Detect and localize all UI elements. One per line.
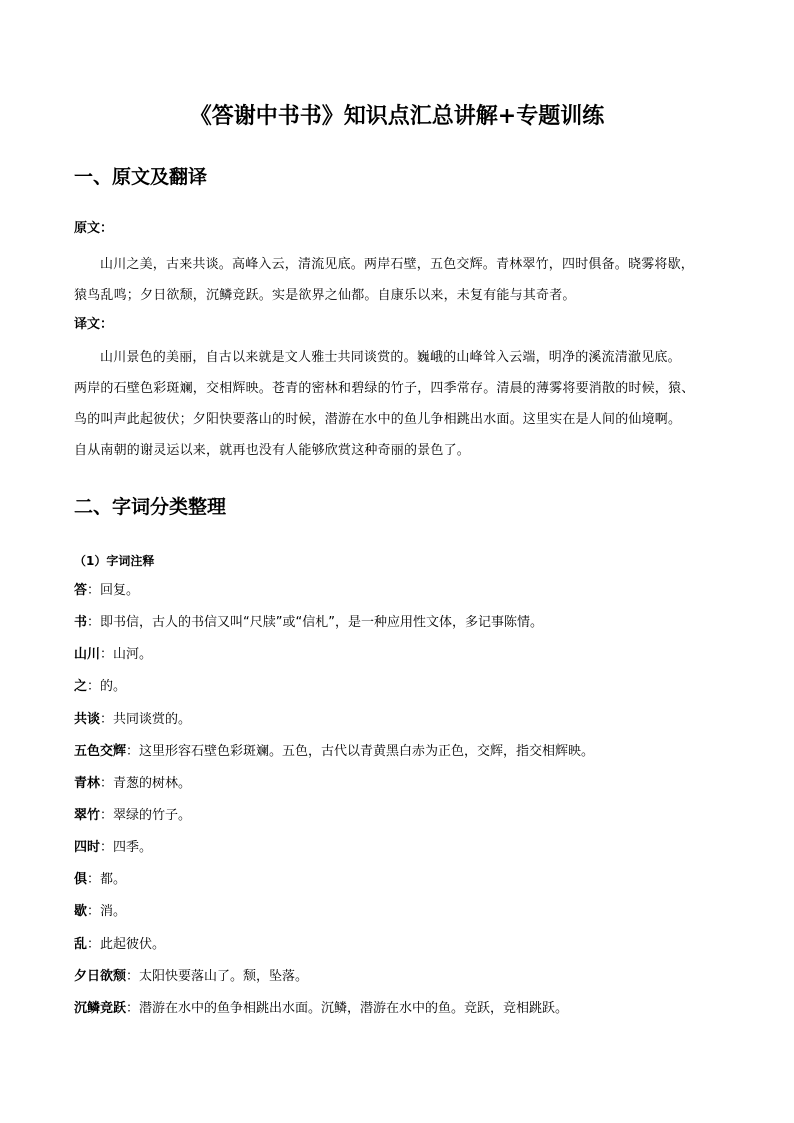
section-heading-original: 一、原文及翻译 [74, 166, 208, 188]
gloss-definition: ：此起彼伏。 [87, 936, 166, 952]
gloss-item [74, 710, 734, 742]
gloss-term: 之 [74, 679, 88, 695]
section-heading-glossary: 二、字词分类整理 [74, 496, 227, 518]
gloss-item [74, 999, 734, 1031]
gloss-definition: ：即书信，古人的书信又叫“尺牍”或“信札”，是一种应用性文体，多记事陈情。 [87, 615, 543, 631]
gloss-term: 共谈 [74, 711, 101, 727]
original-text [74, 249, 734, 311]
gloss-term: 五色交辉 [74, 743, 127, 759]
gloss-definition: ：潜游在水中的鱼争相跳出水面。沉鳞，潜游在水中的鱼。竞跃，竞相跳跃。 [126, 1000, 569, 1016]
original-label: 原文： [74, 221, 114, 236]
gloss-term: 答 [74, 583, 88, 598]
gloss-item [74, 645, 734, 677]
gloss-item [74, 613, 734, 645]
glossary-sub-label: （1）字词注释 [74, 554, 155, 568]
gloss-item [74, 967, 734, 999]
gloss-definition: ：太阳快要落山了。颓，坠落。 [126, 968, 309, 984]
gloss-definition: ：这里形容石壁色彩斑斓。五色，古代以青黄黑白赤为正色，交辉，指交相辉映。 [126, 743, 595, 759]
gloss-definition: ：山河。 [100, 647, 153, 663]
gloss-item [74, 870, 734, 902]
gloss-term: 四时 [74, 840, 101, 856]
gloss-definition: ：回复。 [87, 583, 140, 598]
gloss-item [74, 774, 734, 806]
gloss-item [74, 902, 734, 934]
gloss-term: 乱 [74, 936, 88, 952]
page-title: 《答谢中书书》知识点汇总讲解+专题训练 [189, 103, 605, 129]
translation-line: 鸟的叫声此起彼伏；夕阳快要落山的时候，潜游在水中的鱼儿争相跳出水面。这里实在是人间的仙境啊。 [74, 412, 682, 427]
gloss-term: 青林 [74, 775, 101, 791]
gloss-definition: ：青葱的树林。 [100, 775, 192, 791]
gloss-item [74, 677, 734, 709]
gloss-definition: ：四季。 [100, 840, 153, 856]
gloss-definition: ：共同谈赏的。 [100, 711, 192, 727]
original-line: 山川之美，古来共谈。高峰入云，清流见底。两岸石壁，五色交辉。青林翠竹，四时俱备。晓雾将歇， [100, 257, 695, 272]
gloss-term: 俱 [74, 872, 88, 888]
gloss-item [74, 742, 734, 774]
gloss-definition: ：的。 [87, 679, 127, 695]
gloss-term: 夕日欲颓 [74, 968, 127, 984]
gloss-term: 山川 [74, 647, 101, 663]
gloss-term: 歇 [74, 904, 88, 920]
translation-line: 自从南朝的谢灵运以来，就再也没有人能够欣赏这种奇丽的景色了。 [74, 443, 471, 458]
translation-label: 译文： [74, 317, 114, 332]
gloss-term: 沉鳞竞跃 [74, 1000, 127, 1016]
gloss-definition: ：都。 [87, 872, 127, 888]
gloss-item [74, 838, 734, 870]
translation-line: 两岸的石壁色彩斑斓，交相辉映。苍青的密林和碧绿的竹子，四季常存。清晨的薄雾将要消散的时候，猿、 [74, 381, 695, 396]
original-line: 猿鸟乱鸣；夕日欲颓，沉鳞竞跃。实是欲界之仙都。自康乐以来，未复有能与其奇者。 [74, 288, 576, 303]
gloss-term: 翠竹 [74, 807, 101, 823]
gloss-definition: ：消。 [87, 904, 127, 920]
gloss-item [74, 581, 734, 613]
gloss-item [74, 806, 734, 838]
translation-line: 山川景色的美丽，自古以来就是文人雅士共同谈赏的。巍峨的山峰耸入云端，明净的溪流清澈见底。 [100, 350, 681, 365]
translation-text [74, 342, 734, 466]
gloss-item [74, 935, 734, 967]
glossary-list [74, 581, 734, 1031]
gloss-term: 书 [74, 615, 88, 631]
gloss-definition: ：翠绿的竹子。 [100, 807, 192, 823]
